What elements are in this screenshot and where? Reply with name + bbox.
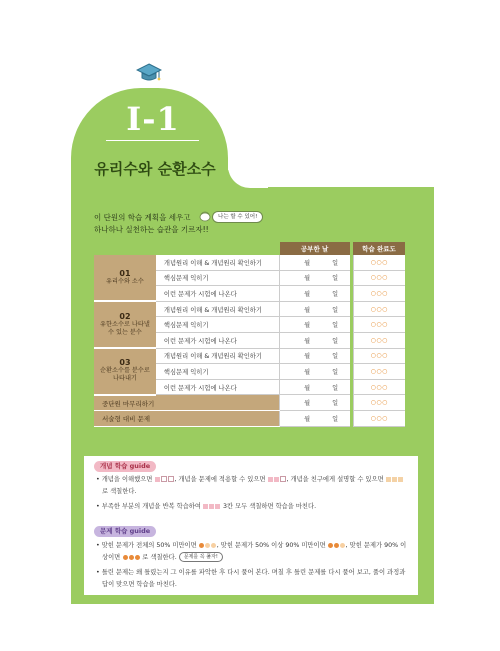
problem-guide-text-e: 로 색칠한다.	[142, 554, 177, 561]
header-completion: 학습 완료도	[353, 242, 405, 255]
month-label: 월	[304, 416, 311, 424]
table-row	[94, 301, 405, 317]
graduation-cap-icon	[136, 62, 162, 84]
table-row	[94, 348, 405, 364]
day-label: 일	[332, 416, 339, 424]
concept-guide-text-b: , 개념을 문제에 적용할 수 있으면	[174, 476, 266, 483]
orange-circle-icon	[129, 555, 134, 560]
pink-square-icon	[215, 504, 220, 509]
studied-date-cell[interactable]	[280, 379, 350, 395]
studied-date-cell[interactable]	[280, 411, 350, 427]
day-label: 일	[332, 400, 339, 408]
completion-circles[interactable]: ○○○	[353, 332, 405, 348]
month-label: 월	[304, 322, 311, 330]
tab-notch-curve	[228, 148, 268, 188]
day-label: 일	[332, 259, 339, 267]
orange-circle-icon	[199, 543, 204, 548]
problem-guide-bullet-2	[96, 567, 422, 591]
study-plan-table	[94, 242, 405, 427]
table-header-row	[94, 242, 405, 255]
extra-task-cell: 서술형 대비 문제	[94, 411, 280, 427]
completion-circles[interactable]: ○○○	[353, 379, 405, 395]
pink-square-icon	[203, 504, 208, 509]
empty-square-icon	[168, 476, 174, 482]
studied-date-cell[interactable]	[280, 255, 350, 270]
chapter-number: I-1	[126, 100, 180, 138]
section-title: 유한소수로 나타낼 수 있는 분수	[100, 320, 150, 336]
problem-guide-text-g: 답이 맞으면 학습을 마친다.	[102, 581, 177, 588]
problem-guide-text-b: , 맞힌 문제가 50% 이상 90% 미만이면	[216, 542, 326, 549]
section-number: 02	[119, 311, 131, 321]
problem-guide-text-c: , 맞힌 문제가 90% 이	[345, 542, 407, 549]
day-label: 일	[332, 353, 339, 361]
task-cell: 개념원리 이해 & 개념원리 확인하기	[156, 301, 280, 317]
completion-circles[interactable]: ○○○	[353, 348, 405, 364]
studied-date-cell[interactable]	[280, 301, 350, 317]
completion-circles[interactable]: ○○○	[353, 301, 405, 317]
intro-line-1: 이 단원의 학습 계획을 세우고	[94, 213, 191, 222]
pink-square-icon	[268, 477, 273, 482]
pink-square-icon	[209, 504, 214, 509]
section-number: 03	[119, 358, 131, 368]
problem-speech-bubble: 문제를 꼭 풀자!	[179, 552, 223, 562]
concept-guide-text-c: , 개념을 친구에게 설명할 수 있으면	[286, 476, 384, 483]
problem-guide-label: 문제 학습 guide	[94, 526, 156, 537]
task-cell: 이런 문제가 시험에 나온다	[156, 286, 280, 302]
day-label: 일	[332, 275, 339, 283]
month-label: 월	[304, 306, 311, 314]
studied-date-cell[interactable]	[280, 395, 350, 411]
filled-square-icon	[392, 477, 397, 482]
studied-date-cell[interactable]	[280, 270, 350, 286]
section-label-cell	[94, 301, 156, 348]
orange-circle-icon	[328, 543, 333, 548]
studied-date-cell[interactable]	[280, 364, 350, 380]
empty-square-icon	[280, 476, 286, 482]
completion-circles[interactable]: ○○○	[353, 286, 405, 302]
light-circle-icon	[211, 543, 216, 548]
concept-guide-text-f: 3칸 모두 색칠하면 학습을 마친다.	[223, 503, 317, 510]
month-label: 월	[304, 368, 311, 376]
studied-date-cell[interactable]	[280, 332, 350, 348]
completion-circles[interactable]: ○○○	[353, 411, 405, 427]
pink-square-icon	[155, 477, 160, 482]
orange-circle-icon	[123, 555, 128, 560]
table-row	[94, 255, 405, 270]
day-label: 일	[332, 306, 339, 314]
concept-guide-text-d: 로 색칠한다.	[102, 488, 137, 495]
intro-speech-bubble: 나는 할 수 있어!	[212, 211, 263, 223]
problem-guide-bullet-1	[96, 540, 422, 564]
table-row	[94, 395, 405, 411]
section-number: 01	[119, 268, 131, 278]
month-label: 월	[304, 384, 311, 392]
light-circle-icon	[205, 543, 210, 548]
section-title: 유리수와 소수	[106, 277, 144, 285]
task-cell: 이런 문제가 시험에 나온다	[156, 332, 280, 348]
concept-guide-text-a: • 개념을 이해했으면	[96, 476, 153, 483]
pink-square-icon	[274, 477, 279, 482]
completion-circles[interactable]: ○○○	[353, 255, 405, 270]
section-label-cell	[94, 348, 156, 395]
task-cell: 핵심문제 익히기	[156, 270, 280, 286]
task-cell: 개념원리 이해 & 개념원리 확인하기	[156, 348, 280, 364]
empty-square-icon	[161, 476, 167, 482]
concept-guide-label: 개념 학습 guide	[94, 461, 156, 472]
studied-date-cell[interactable]	[280, 286, 350, 302]
task-cell: 개념원리 이해 & 개념원리 확인하기	[156, 255, 280, 270]
day-label: 일	[332, 337, 339, 345]
section-label-cell	[94, 255, 156, 301]
problem-guide-text-d: 상이면	[102, 554, 121, 561]
concept-guide-bullet-2	[96, 501, 422, 513]
month-label: 월	[304, 275, 311, 283]
day-label: 일	[332, 322, 339, 330]
intro-line-2: 하나하나 실천하는 습관을 기르자!!	[94, 225, 209, 234]
orange-circle-icon	[135, 555, 140, 560]
task-cell: 핵심문제 익히기	[156, 317, 280, 333]
extra-task-cell: 중단원 마무리하기	[94, 395, 280, 411]
month-label: 월	[304, 290, 311, 298]
completion-circles[interactable]: ○○○	[353, 364, 405, 380]
chapter-title: 유리수와 순환소수	[94, 160, 216, 178]
filled-square-icon	[386, 477, 391, 482]
day-label: 일	[332, 368, 339, 376]
day-label: 일	[332, 290, 339, 298]
month-label: 월	[304, 400, 311, 408]
intro-text	[94, 212, 209, 236]
completion-circles[interactable]: ○○○	[353, 270, 405, 286]
studied-date-cell[interactable]	[280, 317, 350, 333]
month-label: 월	[304, 337, 311, 345]
light-circle-icon	[340, 543, 345, 548]
task-cell: 이런 문제가 시험에 나온다	[156, 379, 280, 395]
task-cell: 핵심문제 익히기	[156, 364, 280, 380]
problem-guide-text-f: • 틀린 문제는 왜 틀렸는지 그 이유를 파악한 후 다시 풀어 본다. 며칠 후 틀린 문제를 다시 풀어 보고, 풀이 과정과	[96, 569, 406, 576]
month-label: 월	[304, 353, 311, 361]
completion-circles[interactable]: ○○○	[353, 395, 405, 411]
chapter-divider	[106, 140, 199, 141]
studied-date-cell[interactable]	[280, 348, 350, 364]
concept-guide-bullet-1	[96, 474, 422, 498]
table-row	[94, 411, 405, 427]
orange-circle-icon	[334, 543, 339, 548]
problem-guide-text-a: • 맞힌 문제가 전체의 50% 미만이면	[96, 542, 197, 549]
month-label: 월	[304, 259, 311, 267]
bird-icon	[198, 210, 212, 222]
day-label: 일	[332, 384, 339, 392]
concept-guide-text-e: • 부족한 부분의 개념을 반복 학습하여	[96, 503, 201, 510]
filled-square-icon	[398, 477, 403, 482]
section-title: 순환소수를 분수로 나타내기	[100, 367, 150, 383]
header-studied-day: 공부한 날	[280, 242, 350, 255]
completion-circles[interactable]: ○○○	[353, 317, 405, 333]
